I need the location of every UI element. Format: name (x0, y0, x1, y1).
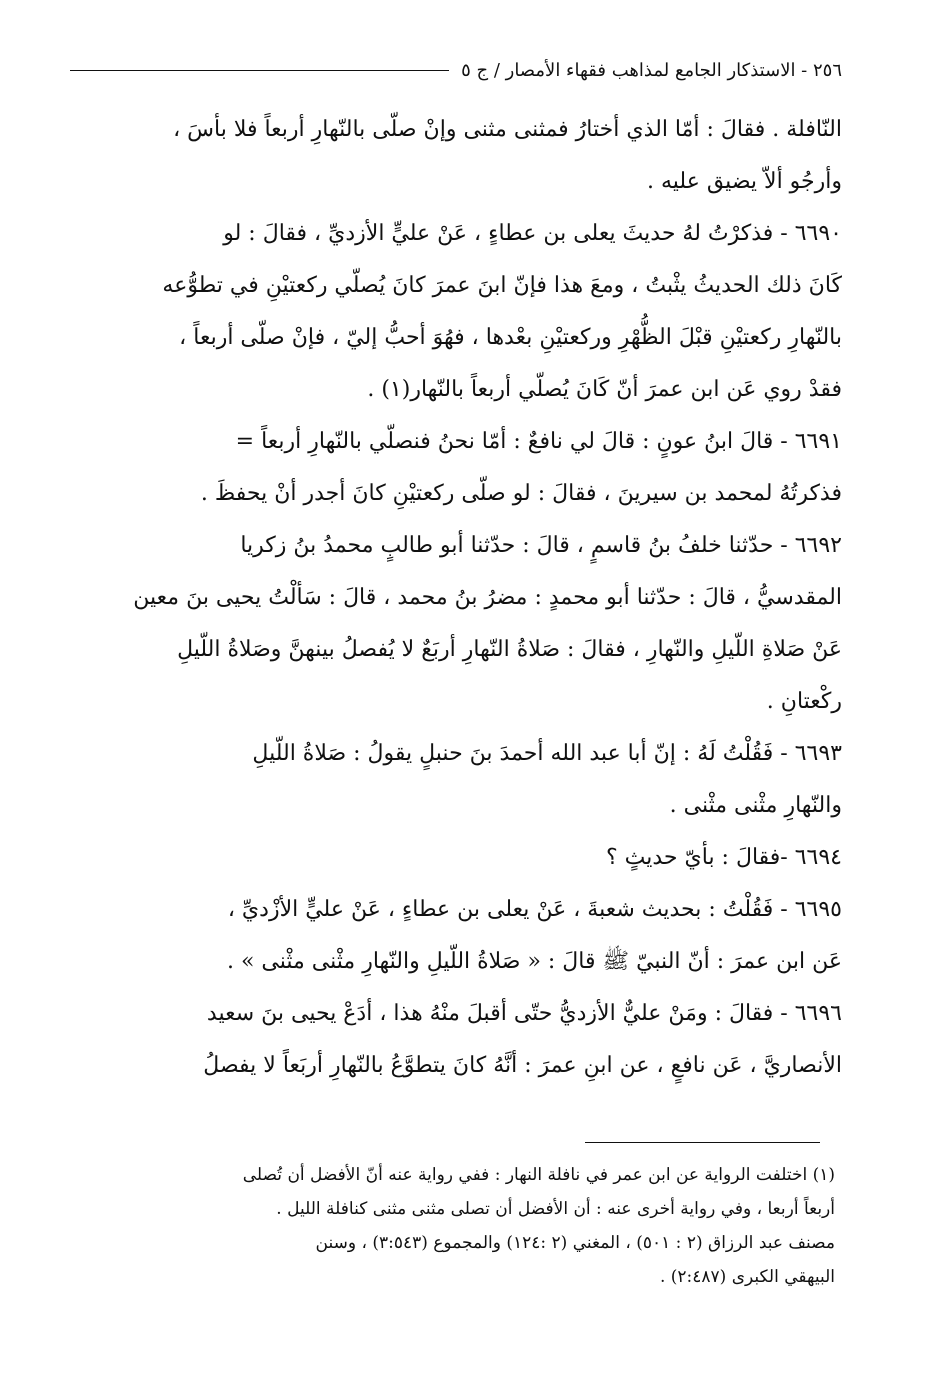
text-line: ٦٦٩٠ - فذكرْتُ لهُ حديثَ يعلى بن عطاءٍ ، عَنْ عليٍّ الأزديِّ ، فقالَ : لو (223, 221, 842, 246)
text-line: ٦٦٩٥ - فَقُلْتُ : بحديث شعبةَ ، عَنْ يعلى بن عطاءٍ ، عَنْ عليٍّ الأزْديِّ ، (227, 897, 842, 922)
footnote-line: أربعاً أربعا ، وفي رواية أخرى عنه : أن الأفضل أن تصلى مثنى مثنى كنافلة الليل . (276, 1199, 835, 1219)
text-line: ٦٦٩١ - قالَ ابنُ عونٍ : قالَ لي نافعٌ : أمّا نحنُ فنصلّي بالنّهارِ أربعاً = (235, 429, 842, 454)
text-line: فذكرتُهُ لمحمد بن سيرينَ ، فقالَ : لو صلّى ركعتيْنِ كانَ أجدر أنْ يحفظَ . (200, 481, 842, 506)
text-line: والنّهارِ مثْنى مثْنى . (669, 793, 842, 818)
text-line: النّافلة . فقالَ : أمّا الذي أختارُ فمثنى مثنى وإنْ صلّى بالنّهارِ أربعاً فلا بأسَ ، (173, 117, 842, 142)
text-line: الأنصاريَّ ، عَن نافعٍ ، عن ابنِ عمرَ : أنَّهُ كانَ يتطوَّعُ بالنّهارِ أربَعاً لا يفصلُ (203, 1053, 842, 1078)
text-line: ٦٦٩٢ - حدّثنا خلفُ بنُ قاسمٍ ، قالَ : حدّثنا أبو طالبٍ محمدُ بنُ زكريا (240, 533, 842, 558)
footnote-rule (585, 1142, 820, 1143)
footnote (40, 1158, 835, 1294)
text-line: المقدسيُّ ، قالَ : حدّثنا أبو محمدٍ : مضرُ بنُ محمد ، قالَ : سَألْتُ يحيى بنَ معين (133, 585, 842, 610)
text-line: فقدْ روي عَن ابن عمرَ أنّ كَانَ يُصلّي أربعاً بالنّهار(١) . (367, 377, 842, 402)
text-line: عَنْ صَلاةِ اللّيلِ والنّهارِ ، فقالَ : صَلاةُ النّهارِ أربَعٌ لا يُفصلُ بينهنَّ وصَلاةُ اللّيلِ (177, 637, 842, 662)
footnote-line: (١) اختلفت الرواية عن ابن عمر في نافلة النهار : ففي رواية عنه أنّ الأفضل أن تُصلى (242, 1165, 835, 1185)
running-head: ٢٥٦ - الاستذكار الجامع لمذاهب فقهاء الأمصار / ج ٥ (461, 59, 842, 81)
main-text (40, 104, 842, 1092)
header-rule (70, 70, 449, 71)
text-line: ركْعتانِ . (766, 689, 842, 714)
text-line: ٦٦٩٦ - فقالَ : ومَنْ عليٌّ الأزديُّ حتّى أقبلَ منْهُ هذا ، أدَعْ يحيى بنَ سعيد (206, 1001, 842, 1026)
text-line: عَن ابن عمرَ : أنّ النبيّ ﷺ قالَ : « صَلاةُ اللّيلِ والنّهارِ مثْنى مثْنى » . (226, 949, 842, 974)
footnote-line: البيهقي الكبرى (٢:٤٨٧) . (659, 1267, 835, 1287)
text-line: كَانَ ذلك الحديثُ يثْبتُ ، ومعَ هذا فإنّ ابنَ عمرَ كانَ يُصلّي ركعتيْنِ في تطوُّعه (162, 273, 842, 298)
text-line: ٦٦٩٣ - فَقُلْتُ لَهُ : إنّ أبا عبد الله أحمدَ بنَ حنبلٍ يقولُ : صَلاةُ اللّيلِ (252, 741, 842, 766)
text-line: بالنّهارِ ركعتيْنِ قبْلَ الظُّهْرِ وركعتيْنِ بعْدها ، فهُوَ أحبُّ إليّ ، فإنْ صلّى أربعاً ، (179, 325, 842, 350)
text-line: وأرجُو ألاّ يضيق عليه . (647, 169, 842, 194)
footnote-line: مصنف عبد الرزاق (٢ : ٥٠١) ، المغني (٢ :١٢٤) والمجموع (٣:٥٤٣) ، وسنن (315, 1233, 835, 1253)
page-header (70, 54, 842, 86)
text-line: ٦٦٩٤ -فقالَ : بأيّ حديثٍ ؟ (605, 845, 842, 870)
